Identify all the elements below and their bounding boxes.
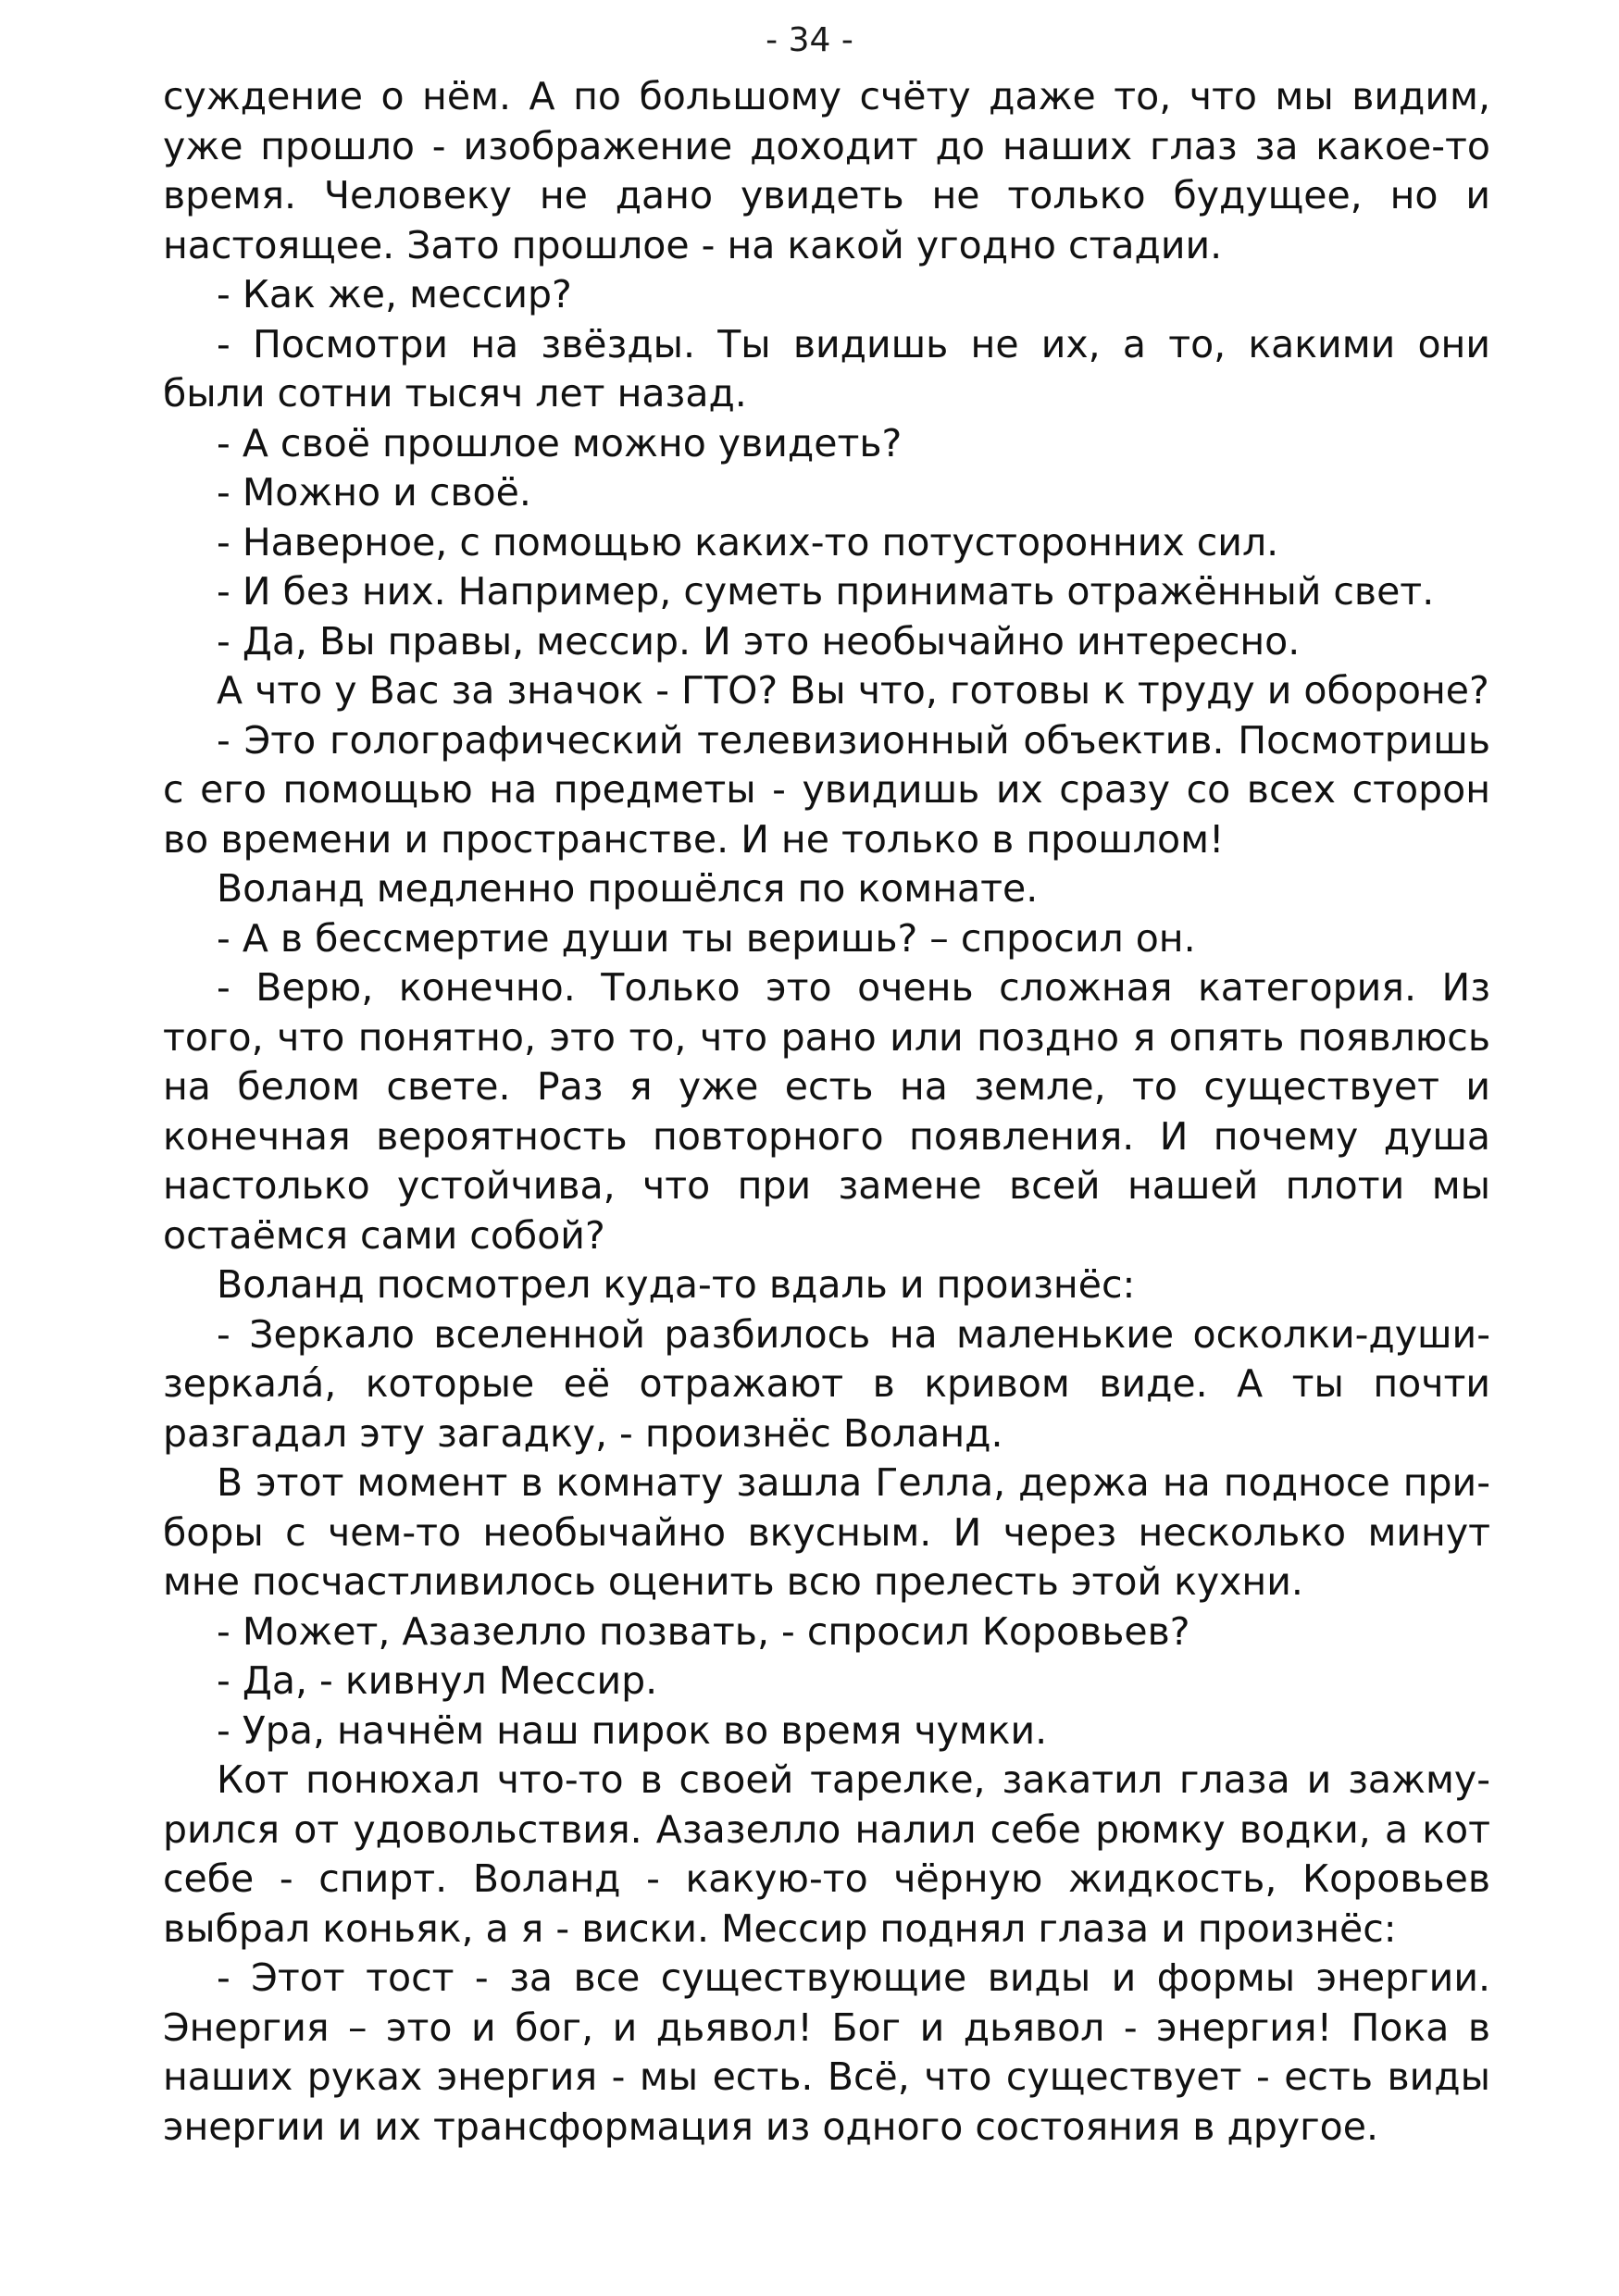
paragraph-9: А что у Вас за значок - ГТО? Вы что, готовы к труду и обороне? <box>217 668 1489 713</box>
paragraph-13: - Верю, конечно. Только это очень сложная категория. Из того, что понятно, это то, что рано или поздно я опять появлюсь на белом свете. Раз я уже есть на земле, то существует и конечная вероятность повторного появления. И почему душа настолько устойчива, что при замене всей нашей плоти мы остаёмся сами собой? <box>163 965 1490 1258</box>
paragraph-10: - Это голографический телевизионный объектив. Посмотришь с его помощью на предметы - увидишь их сразу со всех сторон во времени и пространстве. И не только в прошлом! <box>163 717 1490 862</box>
paragraph-18: - Да, - кивнул Мессир. <box>217 1658 658 1703</box>
paragraph-6: - Наверное, с помощью каких-то потусторонних сил. <box>217 519 1279 565</box>
paragraph-21: - Этот тост - за все существующие виды и формы энергии. Энергия – это и бог, и дьявол! Бог и дьявол - энергия! Пока в наших руках энергия - мы есть. Всё, что существует - есть виды энергии и их трансформация из одного состояния в другое. <box>163 1955 1490 2149</box>
paragraph-7: - И без них. Например, суметь принимать отражённый свет. <box>217 569 1435 614</box>
paragraph-5: - Можно и своё. <box>217 470 531 515</box>
paragraph-14: Воланд посмотрел куда-то вдаль и произнёс: <box>217 1262 1136 1307</box>
paragraph-2: - Как же, мессир? <box>217 272 572 316</box>
paragraph-20: Кот понюхал что-то в своей тарелке, закатил глаза и зажмурился от удовольствия. Азазелло налил себе рюмку водки, а кот себе - спирт. Воланд - какую-то чёрную жидкость, Коровьев выбрал коньяк, а я - виски. Мессир поднял глаза и произнёс: <box>163 1757 1490 1951</box>
paragraph-3: - Посмотри на звёзды. Ты видишь не их, а то, какими они были сотни тысяч лет назад. <box>163 321 1490 416</box>
page-number: - 34 - <box>766 21 853 59</box>
paragraph-15: - Зеркало вселенной разбилось на маленькие осколки-души-зеркала́, которые её отражают в кривом виде. А ты почти разгадал эту загадку, - произнёс Воланд. <box>163 1311 1490 1456</box>
page-text <box>163 72 1490 2152</box>
paragraph-19: - Ура, начнём наш пирок во время чумки. <box>217 1707 1048 1753</box>
paragraph-8: - Да, Вы правы, мессир. И это необычайно интересно. <box>217 618 1301 664</box>
paragraph-17: - Может, Азазелло позвать, - спросил Коровьев? <box>217 1608 1190 1654</box>
paragraph-12: - А в бессмертие души ты веришь? – спросил он. <box>217 915 1196 961</box>
paragraph-1: суждение о нём. А по большому счёту даже то, что мы видим, уже прошло - изображение доходит до наших глаз за какое-то время. Человеку не дано увидеть не только будущее, но и настоящее. Зато прошлое - на какой угодно стадии. <box>163 74 1490 267</box>
paragraph-16: В этот момент в комнату зашла Гелла, держа на подносе приборы с чем-то необычайно вкусным. И через несколько минут мне посчастливилось оценить всю прелесть этой кухни. <box>163 1460 1490 1604</box>
paragraph-11: Воланд медленно прошёлся по комнате. <box>217 866 1039 911</box>
paragraph-4: - А своё прошлое можно увидеть? <box>217 420 903 465</box>
